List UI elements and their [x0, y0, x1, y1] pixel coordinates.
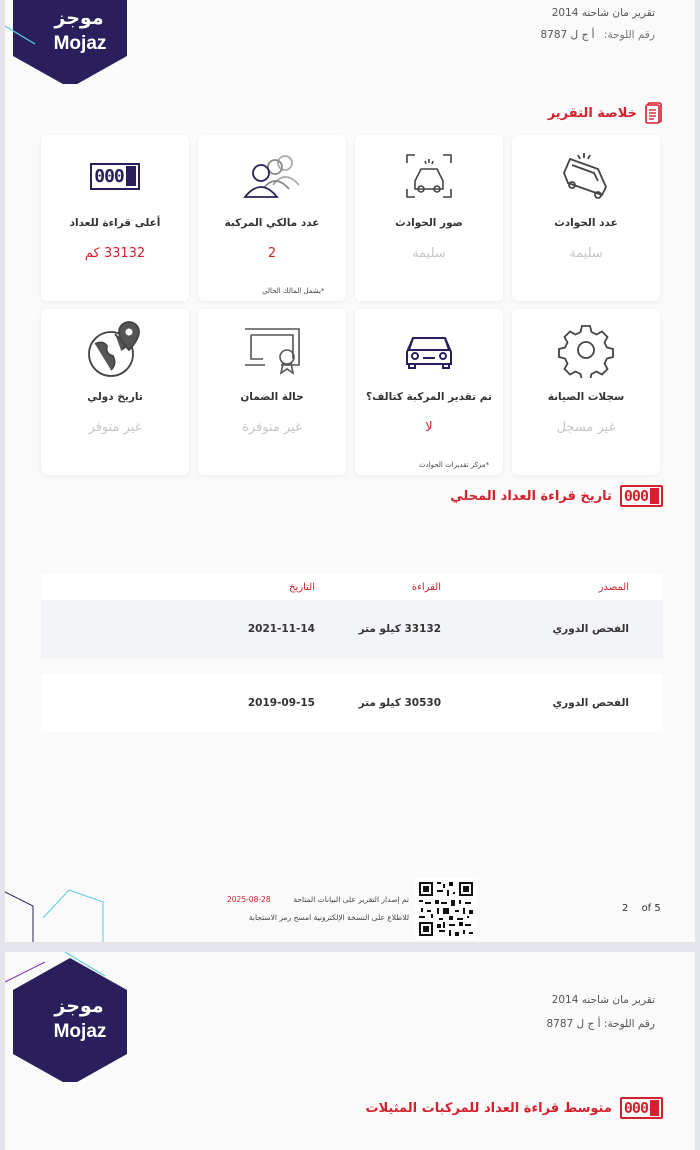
odometer-history-title-text: تاريخ قراءة العداد المحلي — [450, 488, 612, 504]
summary-title-text: خلاصة التقرير — [547, 105, 637, 121]
card-warranty-status — [198, 309, 346, 475]
card-total-loss — [355, 309, 503, 475]
table-row — [41, 674, 663, 732]
card-title: سجلات الصيانة — [547, 391, 625, 403]
row-source: الفحص الدوري — [552, 697, 629, 709]
summary-title — [548, 102, 663, 124]
plate-value: أ ج ل 8787 — [540, 29, 595, 41]
odometer-history-title — [450, 485, 663, 507]
card-value: 2 — [267, 246, 277, 261]
page-number — [622, 903, 661, 914]
decorative-hex-lines — [5, 880, 115, 942]
report-page-2 — [5, 0, 695, 942]
logo-arabic-text: موجز — [54, 7, 104, 29]
card-value: سليمة — [412, 246, 446, 261]
report-title: تقرير مان شاحنه 2014 — [551, 994, 655, 1006]
footer-issued-line — [227, 895, 409, 904]
footer-issued-text: تم إصدار التقرير على البيانات المتاحة — [293, 895, 409, 904]
card-maintenance-records — [512, 309, 660, 475]
row-source: الفحص الدوري — [552, 623, 629, 635]
card-title: صور الحوادث — [395, 217, 463, 229]
plate-number — [540, 29, 655, 41]
card-accident-photos — [355, 135, 503, 301]
card-note: *مركز تقديرات الحوادث — [419, 461, 490, 469]
card-title: حالة الضمان — [240, 391, 304, 403]
footer-issued-date: 2025-08-28 — [227, 895, 271, 904]
odometer-icon — [620, 485, 663, 507]
column-header-reading: القراءة — [411, 581, 441, 593]
row-reading: 30530 كيلو متر — [358, 697, 441, 709]
similar-vehicles-odometer-title-text: متوسط قراءة العداد للمركبات المثيلات — [365, 1100, 612, 1116]
globe-location-icon — [41, 325, 189, 375]
card-value: غير متوفرة — [242, 420, 302, 435]
page-current: 2 — [622, 903, 629, 914]
logo-english-text: Mojaz — [53, 1021, 107, 1042]
card-highest-odometer — [41, 135, 189, 301]
card-international-history — [41, 309, 189, 475]
card-value: غير مسجل — [556, 420, 616, 435]
row-date: 2021-11-14 — [247, 623, 315, 635]
certificate-icon — [198, 325, 346, 375]
gear-icon — [512, 325, 660, 375]
table-header — [41, 574, 663, 600]
row-reading: 33132 كيلو متر — [358, 623, 441, 635]
owners-icon — [198, 151, 346, 201]
odometer-digits: 000 — [94, 165, 124, 187]
card-value: 33132 كم — [84, 246, 146, 261]
odometer-digits: 000 — [623, 1099, 648, 1117]
logo-arabic-text: موجز — [54, 995, 104, 1017]
table-row — [41, 600, 663, 658]
qr-code[interactable] — [415, 878, 477, 940]
logo-english-text: Mojaz — [53, 33, 107, 54]
report-page-3 — [5, 952, 695, 1150]
mojaz-logo — [5, 0, 135, 84]
card-value: سليمة — [569, 246, 603, 261]
page-of: of 5 — [641, 903, 661, 914]
footer-scan-text: للاطلاع على النسخة الإلكترونية امسح رمز الاستجابة — [248, 913, 409, 922]
column-header-source: المصدر — [598, 581, 629, 593]
card-title: تاريخ دولي — [87, 391, 143, 403]
plate-label: رقم اللوحة: — [603, 1018, 655, 1030]
plate-label: رقم اللوحة: — [603, 29, 655, 41]
card-title: عدد مالكي المركبة — [224, 217, 320, 229]
car-front-icon — [355, 325, 503, 375]
card-title: تم تقدير المركبة كتالف؟ — [366, 391, 492, 403]
card-accidents-count — [512, 135, 660, 301]
report-title: تقرير مان شاحنه 2014 — [551, 7, 655, 19]
card-value: غير متوفر — [88, 420, 142, 435]
column-header-date: التاريخ — [289, 581, 315, 593]
card-owners-count — [198, 135, 346, 301]
report-doc-icon — [645, 102, 663, 124]
plate-value: أ ج ل 8787 — [546, 1018, 601, 1030]
similar-vehicles-odometer-title — [366, 1097, 664, 1119]
card-value: لا — [425, 420, 433, 435]
card-note: *يشمل المالك الحالي — [262, 287, 325, 295]
damaged-car-icon — [512, 151, 660, 201]
card-title: عدد الحوادث — [554, 217, 618, 229]
odometer-icon — [620, 1097, 663, 1119]
mojaz-logo — [5, 952, 135, 1082]
plate-number — [546, 1018, 655, 1030]
car-photo-icon — [355, 151, 503, 201]
row-date: 2019-09-15 — [247, 697, 315, 709]
odometer-icon — [41, 151, 189, 201]
card-title: أعلى قراءة للعداد — [69, 217, 161, 229]
odometer-digits: 000 — [623, 487, 648, 505]
